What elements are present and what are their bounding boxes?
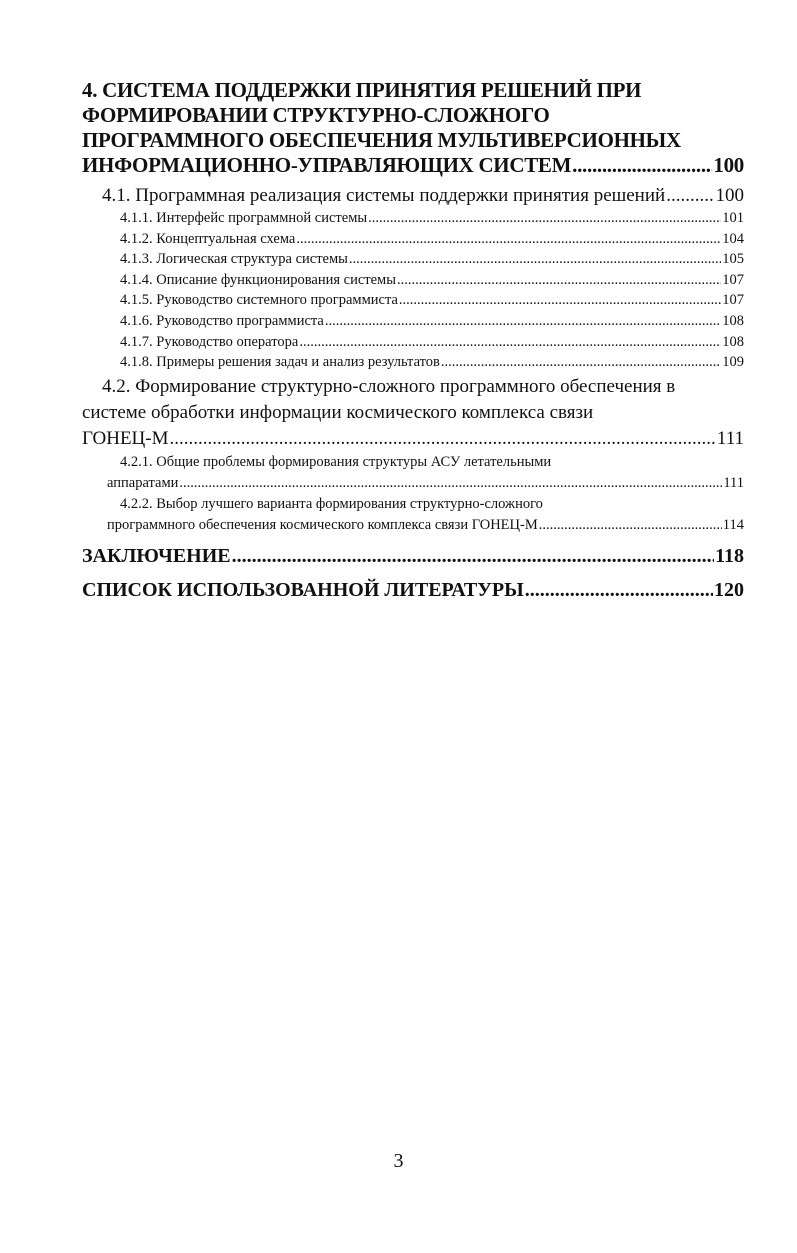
entry-last-row (107, 515, 744, 536)
page-ref: 108 (722, 312, 744, 329)
page-ref: 104 (722, 230, 744, 247)
dot-leader (299, 332, 721, 353)
entry-label-line: 4.2.1. Общие проблемы формирования структуры АСУ летательными (120, 453, 552, 470)
entry-last-row (107, 473, 744, 494)
dot-leader (666, 184, 714, 208)
chapter-title-line: ФОРМИРОВАНИИ СТРУКТУРНО-СЛОЖНОГО (82, 103, 550, 127)
chapter-title-line: 4. СИСТЕМА ПОДДЕРЖКИ ПРИНЯТИЯ РЕШЕНИЙ ПРИ (82, 78, 642, 102)
page-ref: 100 (713, 153, 744, 177)
entry-label: 4.1.2. Концептуальная схема (120, 230, 296, 247)
entry-label-line: системе обработки информации космического комплекса связи (82, 401, 594, 423)
dot-leader (399, 290, 721, 311)
toc-entry-4-1-5 (82, 290, 744, 311)
entry-label-line: ГОНЕЦ-М (82, 427, 169, 449)
chapter-4-entry (82, 78, 744, 178)
toc-entry-4-2-2 (82, 494, 744, 536)
page-ref: 107 (722, 271, 744, 288)
page-ref: 111 (716, 427, 744, 449)
dot-leader (170, 426, 716, 452)
dot-leader (572, 153, 712, 178)
chapter-title-line: ИНФОРМАЦИОННО-УПРАВЛЯЮЩИХ СИСТЕМ (82, 153, 572, 177)
toc-entry-references (82, 578, 744, 602)
chapter-title-line: ПРОГРАММНОГО ОБЕСПЕЧЕНИЯ МУЛЬТИВЕРСИОННЫХ (82, 128, 681, 152)
dot-leader (179, 473, 722, 494)
entry-label: СПИСОК ИСПОЛЬЗОВАННОЙ ЛИТЕРАТУРЫ (82, 578, 524, 601)
toc-entry-4-2 (82, 374, 744, 452)
dot-leader (325, 311, 721, 332)
page-number: 3 (393, 1150, 404, 1172)
table-of-contents (82, 78, 744, 602)
page-ref: 105 (722, 251, 744, 268)
entry-label-line: 4.2.2. Выбор лучшего варианта формирования структурно-сложного (120, 495, 543, 512)
toc-entry-4-1-7 (82, 332, 744, 353)
entry-label: 4.1.6. Руководство программиста (120, 312, 324, 329)
toc-entry-4-1-3 (82, 249, 744, 270)
dot-leader (232, 544, 714, 568)
page-ref: 108 (722, 333, 744, 350)
toc-entry-4-1-4 (82, 270, 744, 291)
toc-entry-4-2-1 (82, 452, 744, 494)
page-ref: 114 (722, 516, 744, 533)
page-ref: 118 (715, 544, 744, 567)
dot-leader (296, 229, 721, 250)
chapter-title-last-row (82, 153, 744, 178)
toc-entry-conclusion (82, 544, 744, 568)
page-ref: 107 (722, 292, 744, 309)
toc-entry-4-1-1 (82, 208, 744, 229)
dot-leader (441, 352, 721, 373)
entry-label: 4.1. Программная реализация системы поддержки принятия решений (102, 185, 666, 206)
page-ref: 100 (715, 185, 744, 206)
page-ref: 120 (714, 578, 744, 601)
toc-entry-4-1 (82, 184, 744, 208)
entry-label-line: 4.2. Формирование структурно-сложного программного обеспечения в (102, 375, 676, 397)
dot-leader (397, 270, 721, 291)
dot-leader (349, 249, 721, 270)
entry-label: 4.1.5. Руководство системного программиста (120, 292, 398, 309)
page-ref: 109 (722, 354, 744, 371)
entry-last-row (82, 426, 744, 452)
entry-label: 4.1.1. Интерфейс программной системы (120, 210, 368, 226)
entry-label: ЗАКЛЮЧЕНИЕ (82, 544, 231, 567)
page-ref: 111 (723, 474, 744, 491)
entry-label: 4.1.3. Логическая структура системы (120, 251, 348, 268)
entry-label-line: аппаратами (107, 474, 179, 491)
toc-entry-4-1-6 (82, 311, 744, 332)
dot-leader (525, 578, 713, 602)
entry-label: 4.1.4. Описание функционирования системы (120, 271, 396, 288)
dot-leader (539, 515, 722, 536)
toc-entry-4-1-8 (82, 352, 744, 373)
entry-label: 4.1.8. Примеры решения задач и анализ результатов (120, 354, 440, 371)
page-ref: 101 (722, 210, 744, 226)
entry-label: 4.1.7. Руководство оператора (120, 333, 299, 350)
entry-label-line: программного обеспечения космического комплекса связи ГОНЕЦ-М (107, 516, 538, 533)
toc-entry-4-1-2 (82, 229, 744, 250)
dot-leader (368, 208, 721, 229)
